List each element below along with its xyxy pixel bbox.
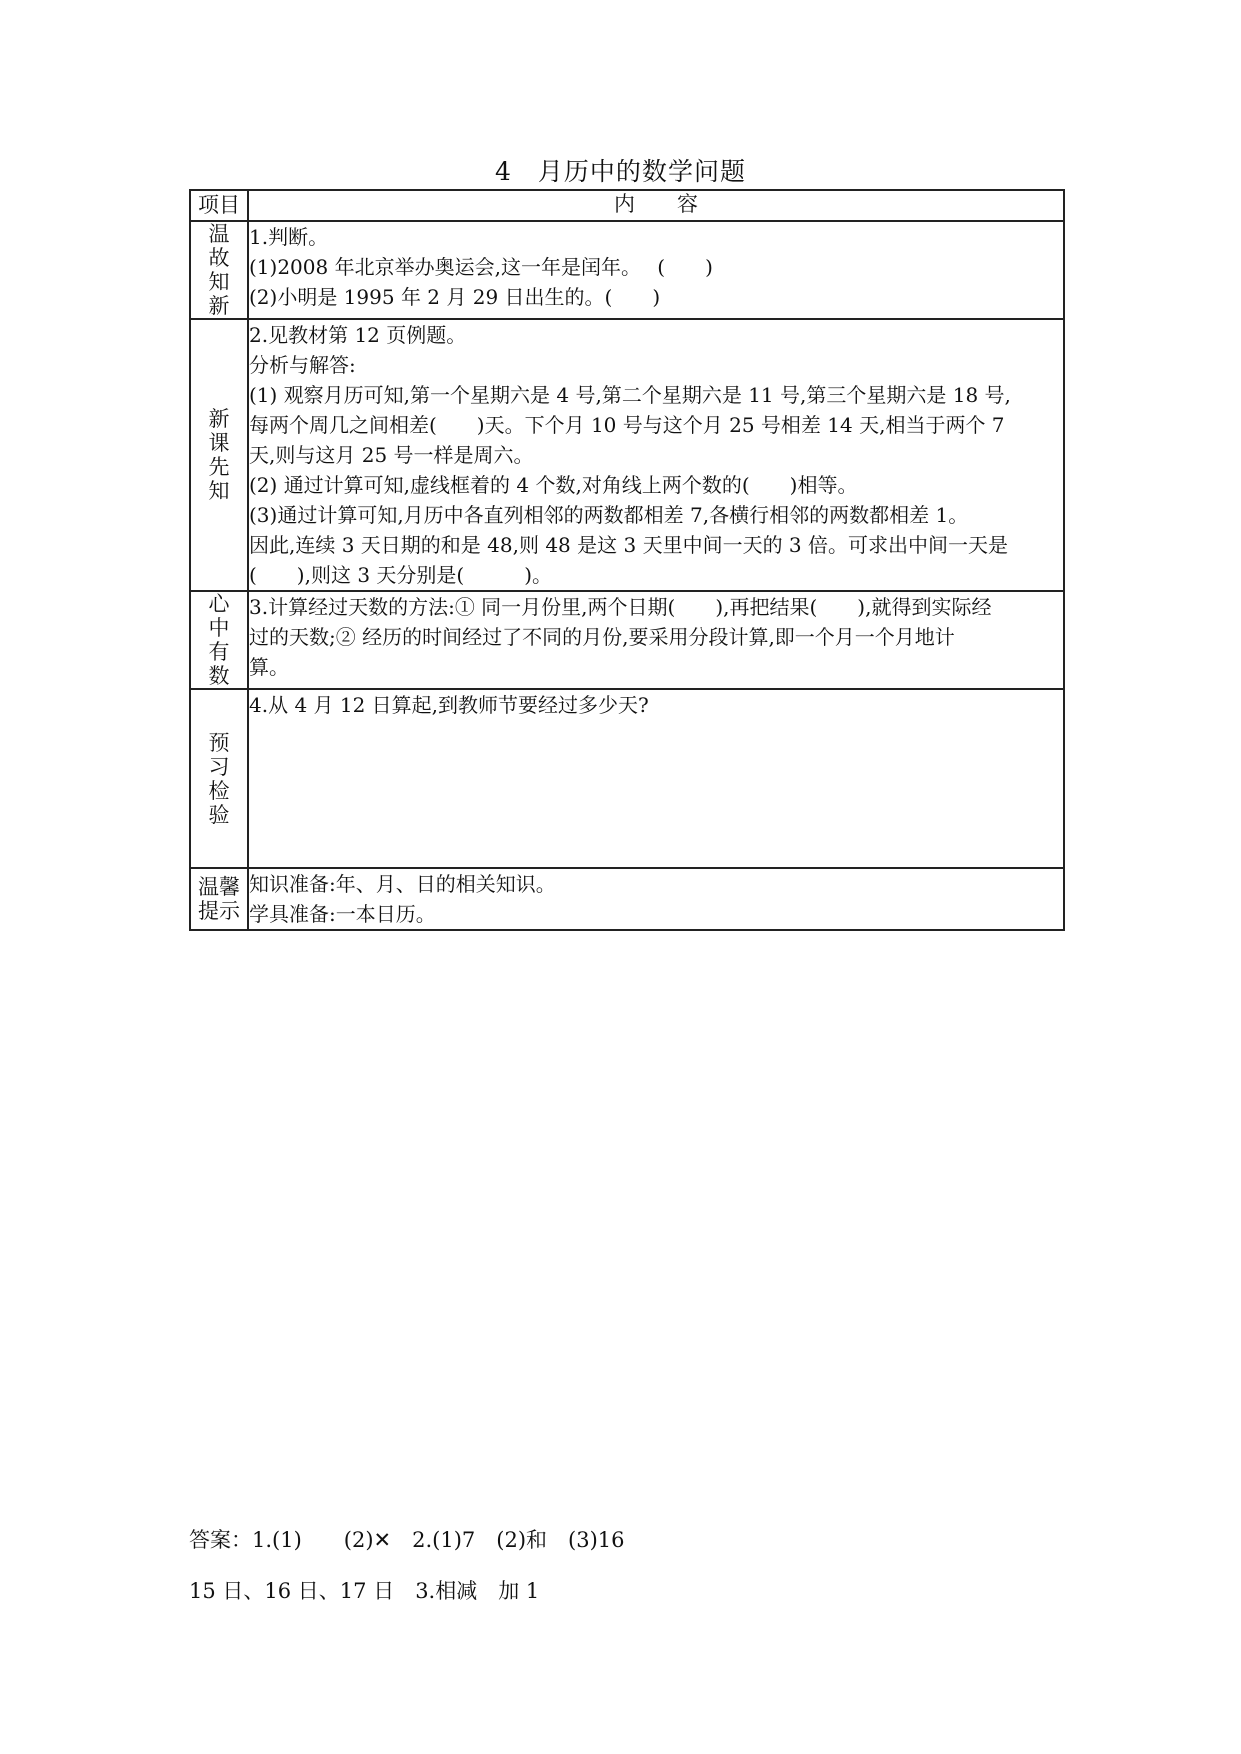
content-line: 知识准备:年、月、日的相关知识。 (249, 872, 556, 896)
row-content-review (248, 221, 1064, 319)
answer-line: 15 日、16 日、17 日 3.相减 加 1 (189, 1579, 540, 1603)
row-content-summary (248, 591, 1064, 689)
table-row (190, 591, 1064, 689)
answer-key (189, 1525, 624, 1627)
content-line: (3)通过计算可知,月历中各直列相邻的两数都相差 7,各横行相邻的两数都相差 1。 (249, 503, 969, 527)
content-line: (2) 通过计算可知,虚线框着的 4 个数,对角线上两个数的( )相等。 (249, 473, 858, 497)
content-line: 3.计算经过天数的方法:① 同一月份里,两个日期( ),再把结果( ),就得到实际经 (249, 595, 992, 619)
row-label-preview-check: 预 习 检 验 (190, 689, 248, 868)
table-row (190, 689, 1064, 868)
content-line: 过的天数;② 经历的时间经过了不同的月份,要采用分段计算,即一个月一个月地计 (249, 625, 955, 649)
row-content-tips (248, 868, 1064, 930)
content-line: 天,则与这月 25 号一样是周六。 (249, 443, 534, 467)
content-line: (2)小明是 1995 年 2 月 29 日出生的。( ) (249, 285, 661, 309)
worksheet-title: 4 月历中的数学问题 (495, 157, 746, 186)
row-label-new-lesson: 新 课 先 知 (190, 319, 248, 591)
header-item-label: 项目 (190, 190, 248, 221)
answer-line: 答案：1.(1) (2)✕ 2.(1)7 (2)和 (3)16 (189, 1528, 625, 1552)
table-row (190, 221, 1064, 319)
content-line: 算。 (249, 655, 289, 679)
row-content-new-lesson (248, 319, 1064, 591)
row-content-preview-check (248, 689, 1064, 868)
table-row (190, 868, 1064, 930)
content-line: 因此,连续 3 天日期的和是 48,则 48 是这 3 天里中间一天的 3 倍。可求出中间一天是 (249, 533, 1009, 557)
header-content-label: 内 容 (248, 190, 1064, 221)
worksheet-table (189, 189, 1065, 931)
row-label-summary: 心 中 有 数 (190, 591, 248, 689)
content-line: 4.从 4 月 12 日算起,到教师节要经过多少天? (249, 693, 649, 717)
row-label-review: 温 故 知 新 (190, 221, 248, 319)
content-line: 2.见教材第 12 页例题。 (249, 323, 467, 347)
content-line: (1) 观察月历可知,第一个星期六是 4 号,第二个星期六是 11 号,第三个星期六是 18 号, (249, 383, 1011, 407)
content-line: (1)2008 年北京举办奥运会,这一年是闰年。 ( ) (249, 255, 713, 279)
content-line: 分析与解答: (249, 353, 356, 377)
row-label-tips: 温馨 提示 (190, 868, 248, 930)
content-line: 1.判断。 (249, 225, 329, 249)
table-row (190, 319, 1064, 591)
content-line: 学具准备:一本日历。 (249, 902, 436, 926)
content-line: 每两个周几之间相差( )天。下个月 10 号与这个月 25 号相差 14 天,相当于两个 7 (249, 413, 1005, 437)
content-line: ( ),则这 3 天分别是( )。 (249, 563, 553, 587)
table-header-row (190, 190, 1064, 221)
